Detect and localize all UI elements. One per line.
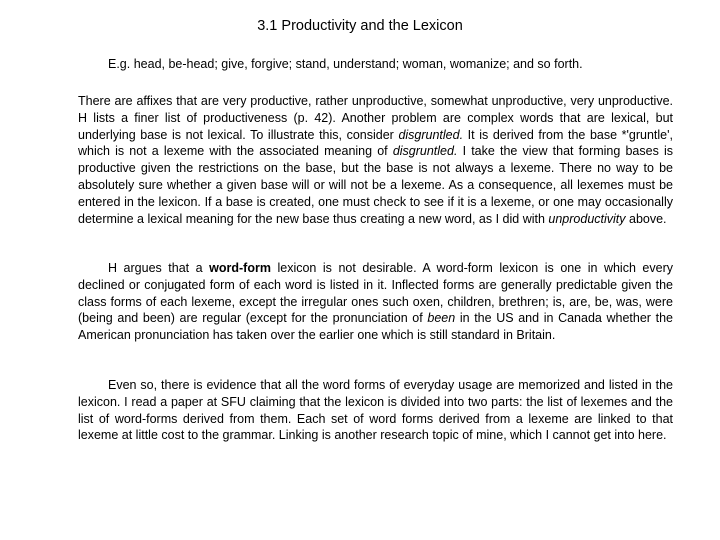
paragraph-productivity <box>78 93 673 227</box>
italic-term: disgruntled. <box>398 127 464 142</box>
italic-term: been <box>427 311 456 326</box>
paragraph-text: in the US and in Canada whether the American pronunciation has taken over the earlier one which is still standard in Britain. <box>78 311 673 343</box>
paragraph-text: lexicon is not desirable. A word-form lexicon is one in which every declined or conjugated form of each word is listed in it. Inflected forms are generally predictable given the class forms of each lexeme, except the irregular ones such oxen, children, brethren; is, are, be, was, were (being and been) are regular (except for the pronunciation of <box>78 261 673 326</box>
paragraph-text: above. <box>625 211 667 226</box>
paragraph-memorized-forms: Even so, there is evidence that all the word forms of everyday usage are memorized and listed in the lexicon. I read a paper at SFU claiming that the lexicon is divided into two parts: the list of lexemes and the list of word-forms derived from them. Each set of word forms derived from a lexeme are linked to that lexeme at little cost to the grammar. Linking is another research topic of mine, which I cannot get into here. <box>78 378 673 443</box>
example-line: E.g. head, be-head; give, forgive; stand, understand; woman, womanize; and so forth. <box>108 57 583 71</box>
bold-term: word-form <box>209 261 271 275</box>
italic-term: unproductivity <box>548 211 626 226</box>
page-title: 3.1 Productivity and the Lexicon <box>257 18 463 34</box>
paragraph-text: H argues that a <box>108 261 210 275</box>
paragraph-text: There are affixes that are very productive, rather unproductive, somewhat unproductive, very unproductive. H lists a finer list of productiveness (p. 42). Another problem are complex words that are lexical, but underlying base is not lexical. To illustrate this, consider <box>78 94 673 142</box>
italic-term: disgruntled. <box>392 144 458 159</box>
paragraph-text: I take the view that forming bases is productive given the restrictions on the base, but the base is not always a lexeme. There no way to be absolutely sure whether a given base will or will not be a lexeme. As a consequence, all lexemes must be entered in the lexicon. If a base is created, one must check to see if it is a lexeme, or one may occasionally determine a lexical meaning for the new base thus creating a new word, as I did with <box>78 144 673 226</box>
paragraph-word-form-lexicon <box>78 260 673 344</box>
paragraph-text: It is derived from the base *'gruntle', which is not a lexeme with the associated meaning of <box>78 127 673 159</box>
